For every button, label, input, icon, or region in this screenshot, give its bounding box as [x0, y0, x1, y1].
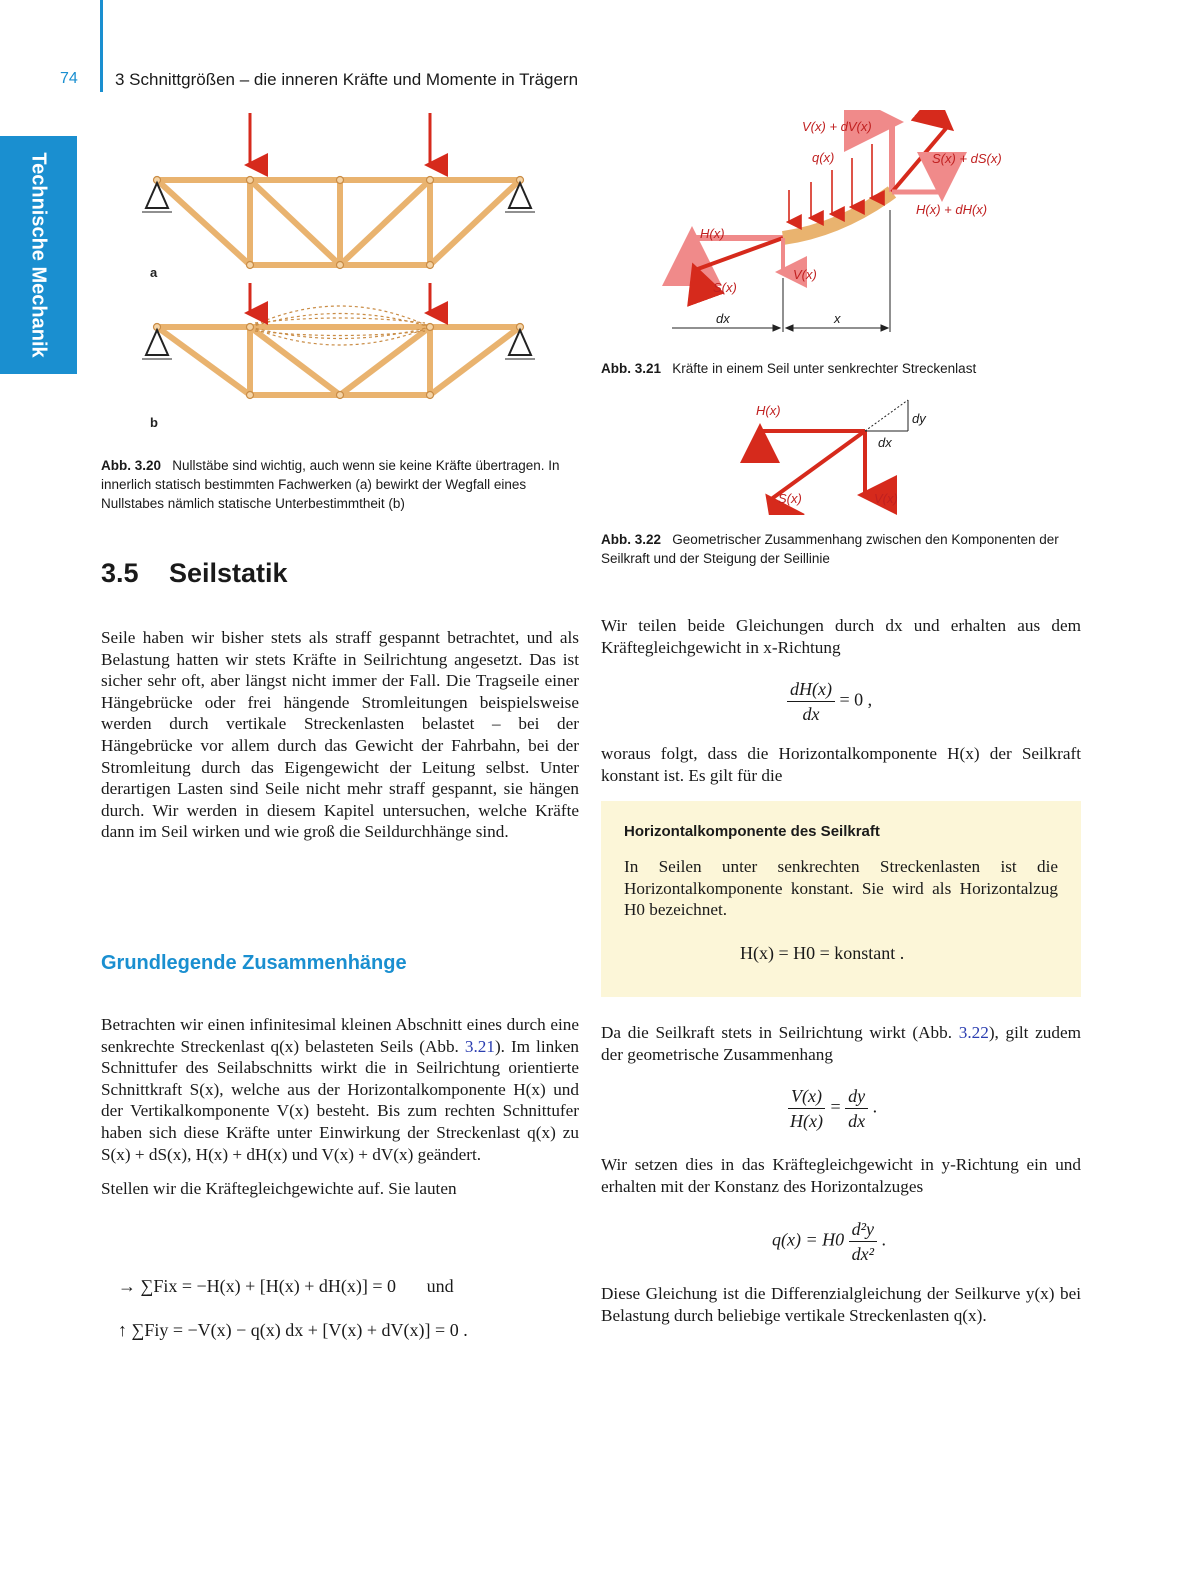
fig320-caption [101, 456, 581, 513]
figure-3-21-rope-element [600, 110, 1080, 340]
equation-sum-fy: ↑ ∑Fiy = −V(x) − q(x) dx + [V(x) + dV(x)] = 0 . [118, 1320, 468, 1340]
eq-q-left: q(x) = H0 [772, 1229, 845, 1250]
eq-q-num: d²y [849, 1218, 877, 1242]
arrow-S-left [695, 238, 783, 270]
eq-geo-right-den: dx [848, 1111, 866, 1131]
label-dx: dx [716, 311, 730, 326]
definition-box-equation: H(x) = H0 = konstant . [740, 943, 905, 963]
right-p2: woraus folgt, dass die Horizontalkomponente H(x) der Seilkraft konstant ist. Es gilt für die [601, 744, 1081, 785]
fig320-caption-text: Nullstäbe sind wichtig, auch wenn sie keine Kräfte übertragen. In innerlich statisch bestimmten Fachwerken (a) bewirkt der Wegfall eines Nullstabes nämlich statische Unterbestimmtheit (b) [101, 458, 560, 511]
fig321-caption [601, 359, 1081, 378]
fig322-caption-text: Geometrischer Zusammenhang zwischen den Komponenten der Seilkraft und der Steigung der Seillinie [601, 532, 1059, 566]
right-p1: Wir teilen beide Gleichungen durch dx und erhalten aus dem Kräftegleichgewicht in x-Richtung [601, 616, 1081, 657]
label-V: V(x) [793, 267, 817, 282]
truss-a [157, 180, 520, 265]
label-dy: dy [912, 411, 926, 426]
equation-geometry: $\frac{V(x)}{H(x)}$ = $\frac{dy}{dx}$ . [787, 1085, 877, 1132]
fig320-caption-num: Abb. 3.20 [101, 458, 162, 473]
right-p5: Diese Gleichung ist die Differenzialgleichung der Seilkurve y(x) bei Belastung durch beliebige vertikale Streckenlasten q(x). [601, 1284, 1081, 1325]
paragraph-1 [101, 1014, 579, 1165]
label-q: q(x) [812, 150, 835, 165]
eq-q-den: dx² [851, 1244, 875, 1264]
supports-b [146, 330, 531, 355]
page-number: 74 [60, 70, 78, 87]
label-dx: dx [878, 435, 892, 450]
p3-part-b: ), gilt zudem der geometrische Zusammenhang [601, 1023, 1081, 1064]
loads-b [250, 283, 430, 313]
label-S: S(x) [713, 280, 737, 295]
definition-box-title: Horizontalkomponente des Seilkraft [624, 823, 880, 840]
label-V: V(x) [874, 491, 898, 506]
loads-a [250, 113, 430, 165]
label-V-plus: V(x) + dV(x) [802, 119, 872, 134]
intro-paragraph: Seile haben wir bisher stets als straff gespannt betrachtet, und als Belastung hatten wir stets Kräfte in Seilrichtung angesetzt. Das ist sicher sehr oft, aber längst nicht immer der Fall. Die Tragseile einer Hängebrücke oder frei hängende Stromleitungen beispielsweise werden durch vertikale Streckenlasten belastet – bei der Hängebrücke vor allem durch das Gewicht der Fahrbahn, bei der Stromleitung durch das Eigengewicht der Leitung selbst. Unter derartigen Lasten sind Seile nicht mehr straff gespannt, sie hängen durch. Wir werden in diesem Kapitel untersuchen, welche Kräfte dann im Seil wirken und wie groß die Seildurchhänge sind. [101, 628, 579, 842]
section-heading [101, 558, 288, 589]
eq-dH-rest: = 0 , [839, 689, 873, 710]
eq1-text: → ∑Fix = −H(x) + [H(x) + dH(x)] = 0 [118, 1276, 397, 1296]
eq-geo-left-den: H(x) [790, 1111, 823, 1131]
fig322-caption [601, 530, 1081, 568]
figure-3-20-trusses [130, 105, 560, 435]
p3-part-a: Da die Seilkraft stets in Seilrichtung wirkt (Abb. [601, 1023, 959, 1042]
left-column-text [101, 1014, 579, 1200]
truss-b [157, 327, 520, 395]
equation-sum-fx [118, 1276, 454, 1297]
definition-box-text: In Seilen unter senkrechten Streckenlasten ist die Horizontalkomponente konstant. Sie wird als Horizontalzug H0 bezeichnet. [624, 857, 1058, 920]
eq-dH-denominator: dx [802, 704, 820, 724]
fig322-caption-num: Abb. 3.22 [601, 532, 662, 547]
fig321-caption-num: Abb. 3.21 [601, 361, 662, 376]
ref-fig-3-21[interactable]: 3.21 [464, 1036, 495, 1056]
paragraph-2: Stellen wir die Kräftegleichgewichte auf. Sie lauten [101, 1179, 457, 1199]
subsection-heading: Grundlegende Zusammenhänge [101, 952, 407, 974]
eq1-und: und [426, 1276, 454, 1296]
label-H: H(x) [700, 226, 725, 241]
eq-dH-numerator: dH(x) [787, 678, 835, 702]
fig321-caption-text: Kräfte in einem Seil unter senkrechter Streckenlast [672, 361, 977, 376]
rope-segment [783, 192, 892, 238]
running-title: 3 Schnittgrößen – die inneren Kräfte und Momente in Trägern [115, 70, 579, 89]
equation-q: q(x) = H0 $\frac{\text{d²y}}{\text{dx²}}$ . [772, 1219, 887, 1264]
section-title: Seilstatik [169, 558, 288, 588]
right-p3 [601, 1022, 1081, 1065]
fig320-label-b: b [150, 415, 158, 430]
arrow-S [770, 431, 865, 500]
right-p4: Wir setzen dies in das Kräftegleichgewicht in y-Richtung ein und erhalten mit der Konstanz des Horizontalzuges [601, 1155, 1081, 1196]
figure-3-22-force-triangle [740, 395, 940, 515]
eq-geo-left-num: V(x) [788, 1085, 825, 1109]
section-intro [101, 627, 579, 843]
label-x: x [834, 311, 841, 326]
fig320-label-a: a [150, 265, 158, 280]
label-S: S(x) [778, 491, 802, 506]
side-tab-label: Technische Mechanik [27, 152, 50, 358]
ref-fig-3-22[interactable]: 3.22 [958, 1023, 989, 1042]
eq-geo-right-num: dy [845, 1085, 868, 1109]
label-H: H(x) [756, 403, 781, 418]
equation-dH [787, 678, 872, 725]
section-number: 3.5 [101, 558, 139, 588]
p1-part-a: Betrachten wir einen infinitesimal kleinen Abschnitt eines durch eine senkrechte Streckenlast q(x) belasteten Seils (Abb. [101, 1015, 579, 1056]
label-H-plus: H(x) + dH(x) [916, 202, 988, 217]
header-rule [100, 0, 103, 92]
p1-part-b: ). Im linken Schnittufer des Seilabschnitts wirkt die in Seilrichtung orientierte Schnittkraft S(x), welche aus der Horizontalkomponente H(x) und der Vertikalkomponente V(x) besteht. Bis zum rechten Schnittufer haben sich diese Kräfte unter Einwirkung der Streckenlast q(x) zu S(x) + dS(x), H(x) + dH(x) und V(x) + dV(x) geändert. [101, 1036, 579, 1164]
label-S-plus: S(x) + dS(x) [932, 151, 1002, 166]
